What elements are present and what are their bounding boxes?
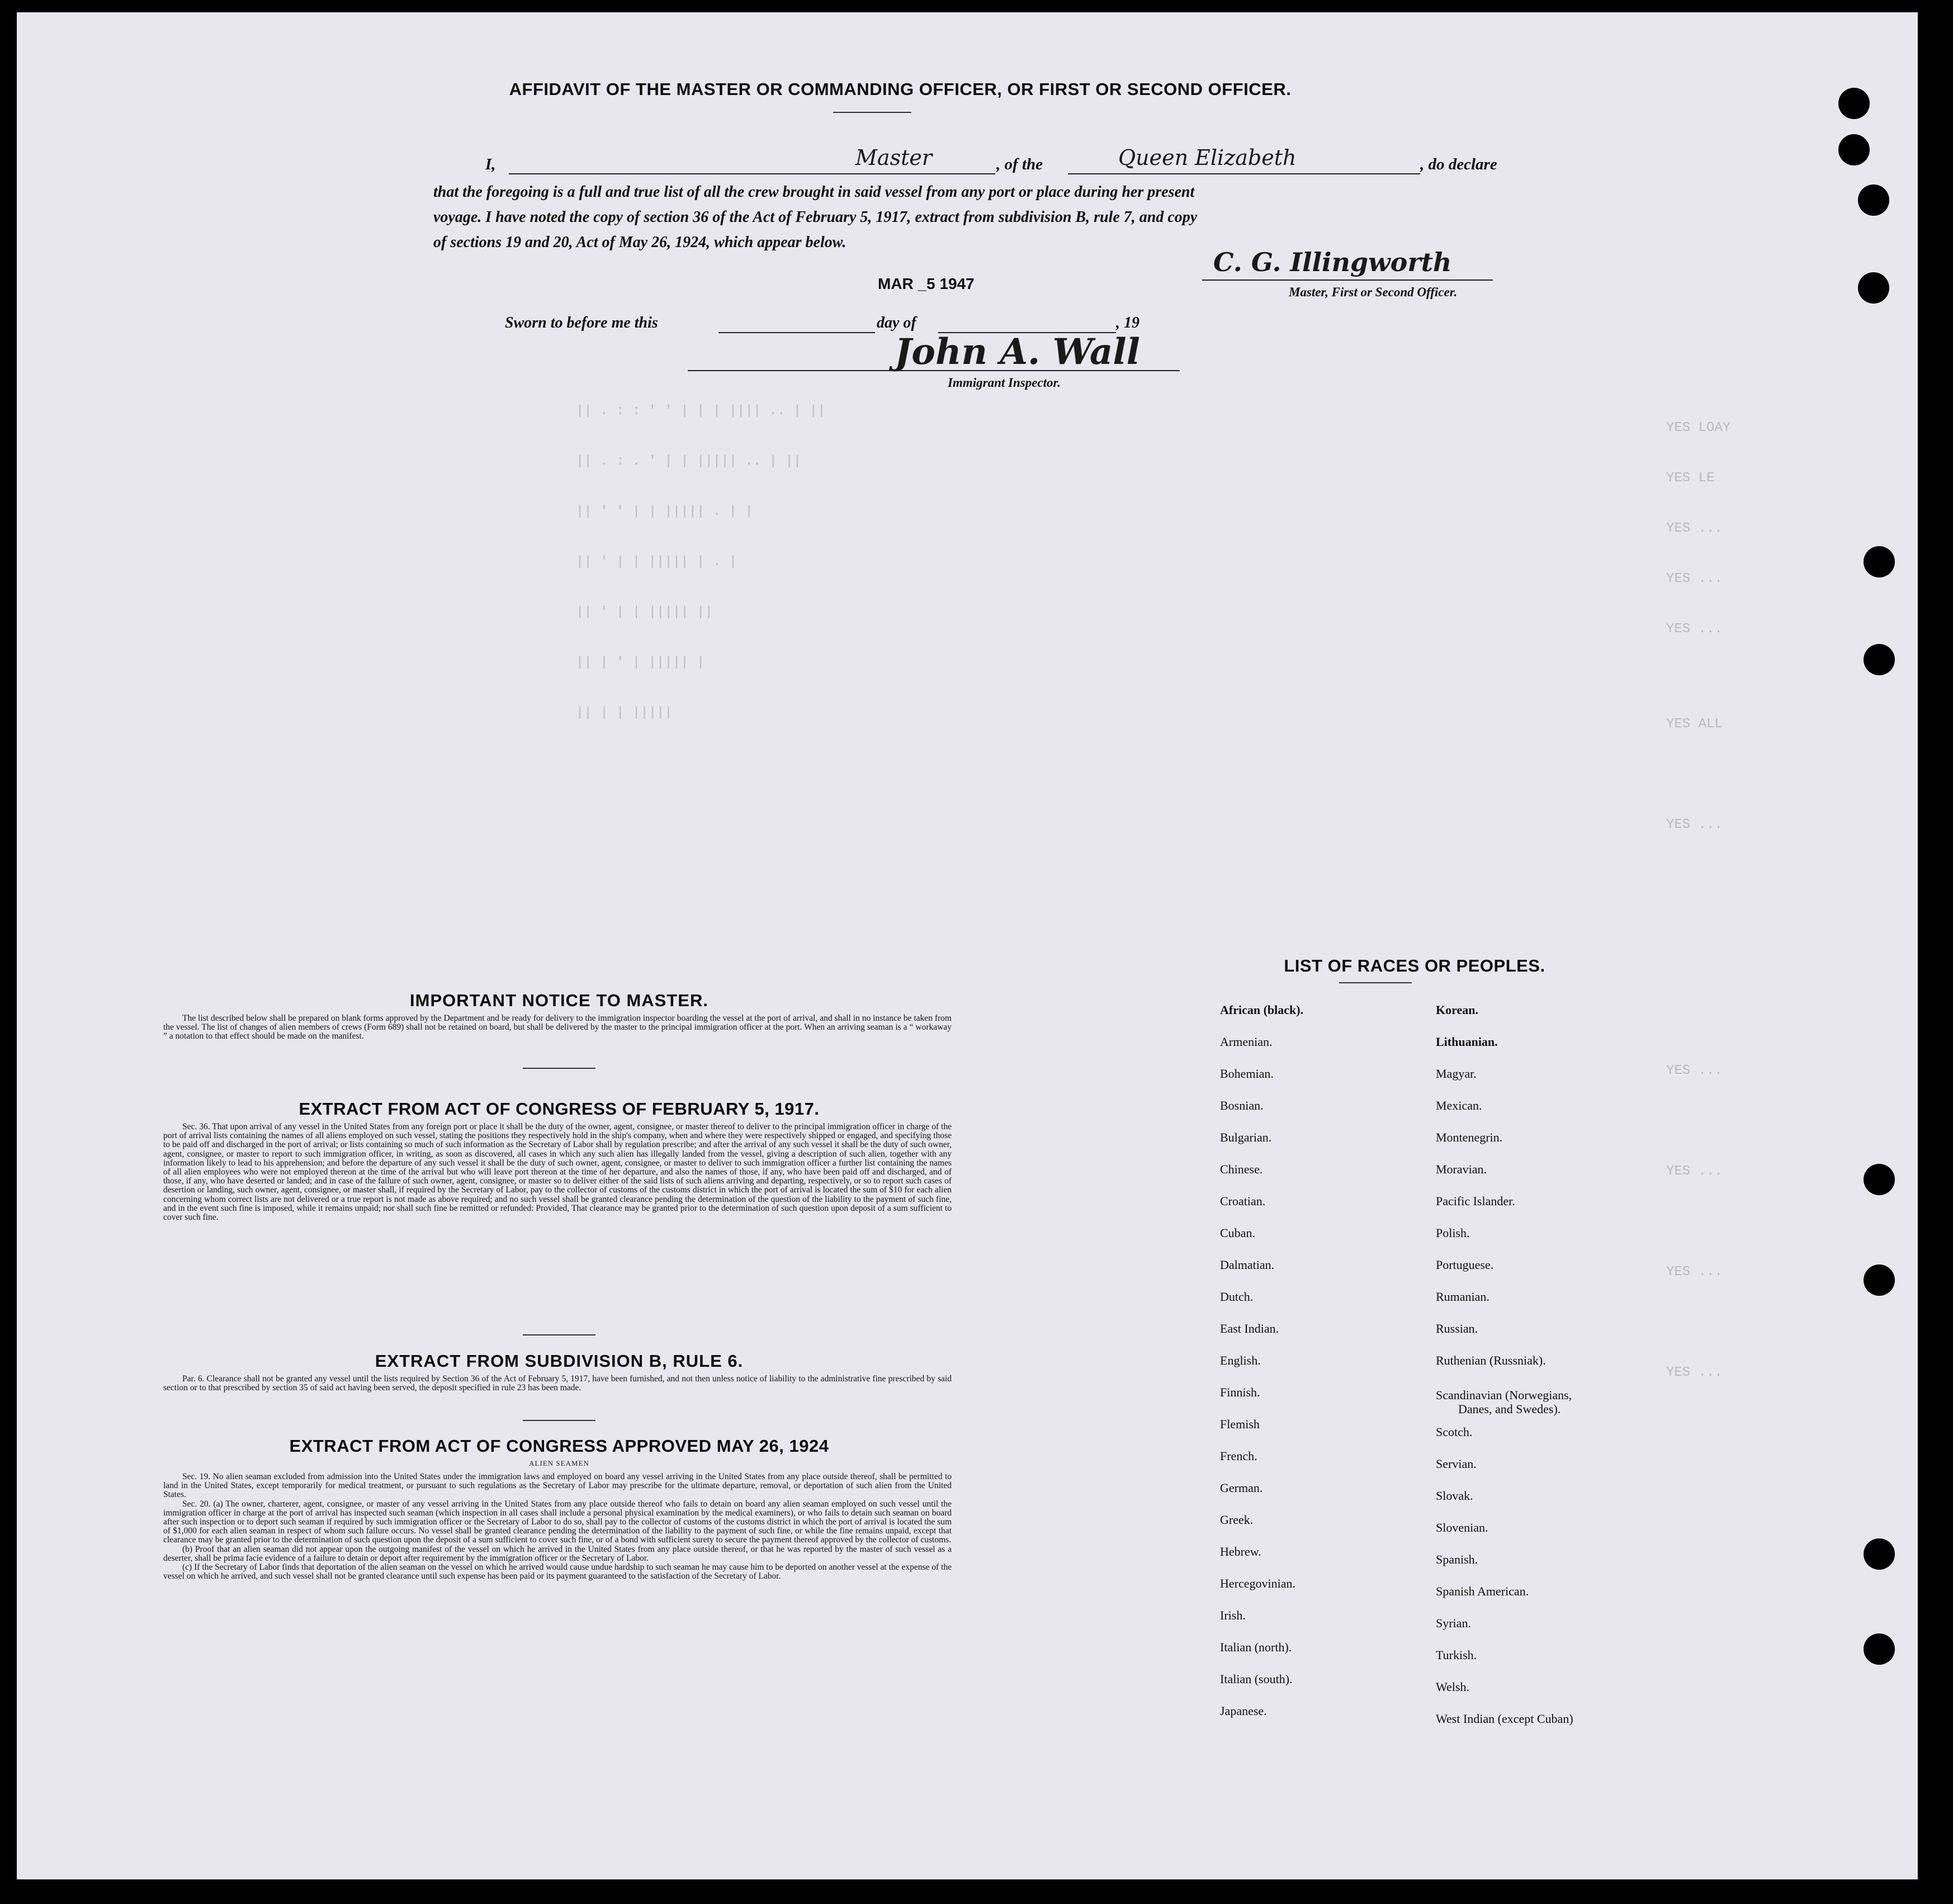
notice-title: IMPORTANT NOTICE TO MASTER. <box>410 991 708 1010</box>
declaration-line-2: voyage. I have noted the copy of section 36 of the Act of February 5, 1917, extract from subdivision B, rule 7, and copy <box>433 209 1198 226</box>
race-item: Hercegovinian. <box>1220 1576 1295 1590</box>
master-signature: C. G. Illingworth <box>1213 247 1452 277</box>
races-rule <box>1339 982 1412 983</box>
master-signature-line <box>1202 280 1493 281</box>
race-item: African (black). <box>1220 1003 1304 1017</box>
race-item: Bohemian. <box>1220 1067 1274 1081</box>
race-item: Servian. <box>1436 1457 1477 1471</box>
sworn-prefix: Sworn to before me this <box>505 314 658 331</box>
race-item: Italian (north). <box>1220 1640 1292 1654</box>
punch-hole <box>1838 134 1870 165</box>
section-19-paragraph: Sec. 19. No alien seaman excluded from admission into the United States under the immigration laws and employed on board any vessel arriving in the United States from any place outside thereof, shall be permitted to land in the United States, except temporarily for medical treatment, or pursuant to such regulations as the Secretary of Labor may prescribe for the ultimate departure, removal, or deportation of such alien from the United States. <box>163 1472 952 1500</box>
section-20b-paragraph: (b) Proof that an alien seaman did not appear upon the outgoing manifest of the vessel on which he arrived in the United States from any place outside thereof, or that he was reported by the master of such vessel as a deserter, shall be prima facie evidence of a failure to detain or deport after requirement by the immigration officer or the Secretary of Labor. <box>163 1544 952 1563</box>
race-item: East Indian. <box>1220 1322 1279 1335</box>
extract-rule6-title: EXTRACT FROM SUBDIVISION B, RULE 6. <box>375 1351 744 1371</box>
of-the-label: , of the <box>996 155 1043 173</box>
extract-1924-text <box>163 1472 952 1581</box>
race-item: English. <box>1220 1353 1261 1367</box>
declaration-line-3: of sections 19 and 20, Act of May 26, 1924, which appear below. <box>433 234 847 251</box>
vessel-handwritten: Queen Elizabeth <box>1118 145 1297 170</box>
race-item: Cuban. <box>1220 1226 1255 1240</box>
day-of-label: day of <box>877 314 916 331</box>
punch-hole <box>1858 184 1889 216</box>
section-20a-paragraph: Sec. 20. (a) The owner, charterer, agent, consignee, or master of any vessel arriving in the United States from any place outside thereof who fails to detain on board any alien seaman employed on such vessel until the immigration officer in charge at the port of arrival has inspected such seaman (which inspection in all cases shall include a personal physical examination by the medical examiners), or who fails to detain such seaman on board after such inspection or to deport such seaman if required by such immigration officer or the Secretary of Labor to do so, shall pay to the collector of customs of the customs district in which the port of arrival is located the sum of $1,000 for each alien seaman in respect of whom such failure occurs. No vessel shall be granted clearance pending the determination of the liability to the payment of such fine, or while the fine remains unpaid, except that clearance may be granted prior to the determination of such question upon the deposit of a sum sufficient to cover such fine, or of a bond with sufficient surety to secure the payment thereof approved by the collector of customs. <box>163 1499 952 1545</box>
race-item: Lithuanian. <box>1436 1035 1498 1049</box>
sworn-day-line <box>718 332 875 333</box>
punch-hole <box>1838 88 1870 119</box>
punch-hole <box>1864 1538 1895 1570</box>
race-item: Moravian. <box>1436 1162 1487 1176</box>
race-item: Welsh. <box>1436 1680 1469 1694</box>
punch-hole <box>1864 1164 1895 1195</box>
race-item: Pacific Islander. <box>1436 1194 1515 1208</box>
race-item: Portuguese. <box>1436 1258 1494 1272</box>
race-item: French. <box>1220 1449 1257 1463</box>
race-item: Spanish. <box>1436 1552 1478 1566</box>
race-item: Korean. <box>1436 1003 1478 1017</box>
race-item: Scandinavian (Norwegians, <box>1436 1388 1572 1402</box>
paragraph-6: Par. 6. Clearance shall not be granted any vessel until the lists required by Section 36 of the Act of February 5, 1917, have been furnished, and not then unless notice of liability to the administrative fine prescribed by said section or to that prescribed by section 35 of said act having been served, the deposit specified in rule 23 has been made. <box>163 1374 952 1393</box>
rank-line <box>509 173 995 174</box>
master-caption: Master, First or Second Officer. <box>1289 285 1458 299</box>
inspector-signature-line <box>688 370 1180 371</box>
race-item: Scotch. <box>1436 1425 1473 1439</box>
race-item: Bulgarian. <box>1220 1130 1272 1144</box>
extract-1917-text <box>163 1122 952 1222</box>
race-item: Mexican. <box>1436 1098 1482 1112</box>
race-item: Slovak. <box>1436 1489 1473 1503</box>
title-rule <box>833 112 911 113</box>
race-item: Spanish American. <box>1436 1584 1529 1598</box>
affidavit-pronoun: I, <box>485 155 496 173</box>
punch-hole <box>1864 1264 1895 1296</box>
notice-text <box>163 1014 952 1041</box>
declaration-line-1: that the foregoing is a full and true list of all the crew brought in said vessel from any port or place during her present <box>433 183 1195 201</box>
race-item: Japanese. <box>1220 1704 1267 1718</box>
race-item: Flemish <box>1220 1417 1260 1431</box>
extract-1917-title: EXTRACT FROM ACT OF CONGRESS OF FEBRUARY 5, 1917. <box>299 1099 820 1119</box>
notice-paragraph: The list described below shall be prepared on blank forms approved by the Department and be ready for delivery to the immigration inspector boarding the vessel at the port of arrival, and shall in no instance be taken from the vessel. The list of changes of alien members of crews (Form 689) shall not be retained on board, but shall be delivered by the master to the principal immigration officer at the port. When an arriving seaman is a “ workaway ” a notation to that effect should be made on the manifest. <box>163 1013 952 1041</box>
race-item: Slovenian. <box>1436 1521 1488 1534</box>
race-item: Finnish. <box>1220 1385 1260 1399</box>
extract-1924-title: EXTRACT FROM ACT OF CONGRESS APPROVED MAY 26, 1924 <box>289 1436 829 1456</box>
punch-hole <box>1864 546 1895 577</box>
section-36-paragraph: Sec. 36. That upon arrival of any vessel in the United States from any foreign port or place it shall be the duty of the owner, agent, consignee, or master thereof to deliver to the principal immigration officer in charge of the port of arrival lists containing the names of all aliens employed on such vessel, stating the positions they respectively hold in the ship's company, when and where they were respectively shipped or engaged, and specifying those to be paid off and discharged in the port of arrival; or lists containing so much of such information as the Secretary of Labor shall by regulation prescribe; and after the arrival of any such vessel it shall be the duty of such owner, agent, consignee, or master to report to such immigration officer, in writing, as soon as discovered, all cases in which any such alien has illegally landed from the vessel, giving a description of such alien, together with any information likely to lead to his apprehension; and before the departure of any such vessel it shall be the duty of such owner, agent, consignee, or master to deliver to such immigration officer a further list containing the names of all alien employees who were not employed thereon at the time of the arrival but who will leave port thereon at the time of her departure, and also the names of those, if any, who have been paid off and discharged, and of those, if any, who have deserted or landed; and in case of the failure of such owner, agent, consignee, or master so to deliver either of the said lists of such aliens arriving and departing, respectively, or so to report such cases of desertion or landing, such owner, agent, consignee, or master shall, if required by the Secretary of Labor, pay to the collector of customs of the customs district in which the port of arrival is located the sum of $10 for each alien concerning whom correct lists are not delivered or a true report is not made as above required; and no such vessel shall be granted clearance pending the determination of the question of the liability to the payment of such fine, and in the event such fine is imposed, while it remains unpaid; nor shall such fine be remitted or refunded: Provided, That clearance may be granted prior to the determination of such question upon deposit of a sum sufficient to cover such fine. <box>163 1122 952 1223</box>
affidavit-title: AFFIDAVIT OF THE MASTER OR COMMANDING OFFICER, OR FIRST OR SECOND OFFICER. <box>509 79 1292 99</box>
date-stamp: MAR _5 1947 <box>878 275 975 292</box>
race-item: Armenian. <box>1220 1035 1273 1049</box>
section-20c-paragraph: (c) If the Secretary of Labor finds that deportation of the alien seaman on the vessel on which he arrived would cause undue hardship to such seaman he may cause him to be deported on another vessel at the expense of the vessel on which he arrived, and such vessel shall not be granted clearance until such expense has been paid or its payment guaranteed to the satisfaction of the Secretary of Labor. <box>163 1562 952 1581</box>
punch-hole <box>1864 1633 1895 1665</box>
race-item: Italian (south). <box>1220 1672 1293 1686</box>
race-item: Greek. <box>1220 1513 1254 1527</box>
extract-1917-rule <box>523 1334 595 1335</box>
race-item: Hebrew. <box>1220 1545 1261 1559</box>
do-declare-label: , do declare <box>1420 155 1497 173</box>
extract-rule6-text <box>163 1375 952 1393</box>
punch-hole <box>1864 644 1895 675</box>
notice-rule <box>523 1068 595 1069</box>
extract-rule6-rule <box>523 1420 595 1421</box>
race-item: Croatian. <box>1220 1194 1266 1208</box>
rank-handwritten: Master <box>855 145 932 170</box>
race-item: Irish. <box>1220 1608 1246 1622</box>
year-prefix: , 19 <box>1116 314 1139 331</box>
race-item: Rumanian. <box>1436 1290 1489 1304</box>
race-item: Danes, and Swedes). <box>1458 1402 1561 1416</box>
race-item: Ruthenian (Russniak). <box>1436 1353 1546 1367</box>
punch-hole <box>1858 272 1889 304</box>
race-item: German. <box>1220 1481 1263 1495</box>
race-item: Dalmatian. <box>1220 1258 1275 1272</box>
race-item: Magyar. <box>1436 1067 1477 1081</box>
vessel-line <box>1068 173 1420 174</box>
race-item: Syrian. <box>1436 1616 1471 1630</box>
races-title: LIST OF RACES OR PEOPLES. <box>1284 956 1545 975</box>
race-item: Turkish. <box>1436 1648 1477 1662</box>
inspector-caption: Immigrant Inspector. <box>948 376 1061 390</box>
race-item: Montenegrin. <box>1436 1130 1503 1144</box>
alien-seamen-subtitle: ALIEN SEAMEN <box>529 1459 589 1467</box>
document-page: || . : : ' ' | | | |||| .. | || || . : . ' | | ||||| .. | || || ' ' | | ||||| . | | || ' | | ||||| | . | || ' | | ||||| || || | ' | ||||| | || | | ||||| YES LOAY YES LE YES ... YES ... YES ... YES ALL YES ... YES ... YES ... YES ... YES ... AFFIDAVIT OF THE MASTER OR COMMANDING OFFICER, OR FIRST OR SECOND OFFICER. I, Master , of the Queen Elizabeth , do declare that the foregoing is a full and true list of all the crew brought in said vessel from any port or place during her present voyage. I have noted the copy of section 36 of the Act of February 5, 1917, extract from subdivision B, rule 7, and copy of sections 19 and 20, Act of May 26, 1924, which appear below. MAR _5 1947 C. G. Illingworth Master, First or Second Officer. Sworn to before me this day of , 19 John A. Wall Immigrant Inspector. IMPORTANT NOTICE TO MASTER. The list described below shall be prepared on blank forms approved by the Department and be ready for delivery to the immigration inspector boarding the vessel at the port of arrival, and shall in no instance be taken from the vessel. The list of changes of alien members of crews (Form 689) shall not be retained on board, but shall be delivered by the master to the principal immigration officer at the port. When an arriving seaman is a “ workaway ” a notation to that effect should be made on the manifest. EXTRACT FROM ACT OF CONGRESS OF FEBRUARY 5, 1917. Sec. 36. That upon arrival of any vessel in the United States from any foreign port or place it shall be the duty of the owner, agent, consignee, or master thereof to deliver to the principal immigration officer in charge of the port of arrival lists containing the names of all aliens employed on such vessel, stating the positions they respectively hold in the ship's company, when and where they were respectively shipped or engaged, and specifying those to be paid off and discharged in the port of arrival; or lists containing so much of such information as the Secretary of Labor shall by regulation prescribe; and after the arrival of any such vessel it shall be the duty of such owner, agent, consignee, or master to report to such immigration officer, in writing, as soon as discovered, all cases in which any such alien has illegally landed from the vessel, giving a description of such alien, together with any information likely to lead to his apprehension; and before the departure of any such vessel it shall be the duty of such owner, agent, consignee, or master to deliver to such immigration officer a further list containing the names of all alien employees who were not employed thereon at the time of the arrival but who will leave port thereon at the time of her departure, and also the names of those, if any, who have been paid off and discharged, and of those, if any, who have deserted or landed; and in case of the failure of such owner, agent, consignee, or master so to deliver either of the said lists of such aliens arriving and departing, respectively, or so to report such cases of desertion or landing, such owner, agent, consignee, or master shall, if required by the Secretary of Labor, pay to the collector of customs of the customs district in which the port of arrival is located the sum of $10 for each alien concerning whom correct lists are not delivered or a true report is not made as above required; and no such vessel shall be granted clearance pending the determination of the question of the liability to the payment of such fine, and in the event such fine is imposed, while it remains unpaid; nor shall such fine be remitted or refunded: Provided, That clearance may be granted prior to the determination of such question upon deposit of a sum sufficient to cover such fine. EXTRACT FROM SUBDIVISION B, RULE 6. Par. 6. Clearance shall not be granted any vessel until the lists required by Section 36 of the Act of February 5, 1917, have been furnished, and not then unless notice of liability to the administrative fine prescribed by said section or to that prescribed by section 35 of said act having been served, the deposit specified in rule 23 has been made. EXTRACT FROM ACT OF CONGRESS APPROVED MAY 26, 1924 ALIEN SEAMEN Sec. 19. No alien seaman excluded from admission into the United States under the immigration laws and employed on board any vessel arriving in the United States from any place outside thereof, shall be permitted to land in the United States, except temporarily for medical treatment, or pursuant to such regulations as the Secretary of Labor may prescribe for the ultimate departure, removal, or deportation of such alien from the United States. Sec. 20. (a) The owner, charterer, agent, consignee, or master of any vessel arriving in the United States from any place outside thereof who fails to detain on board any alien seaman employed on such vessel until the immigration officer in charge at the port of arrival has inspected such seaman (which inspection in all cases shall include a personal physical examination by the medical examiners), or who fails to detain such seaman on board after such inspection or to deport such seaman if required by such immigration officer or the Secretary of Labor to do so, shall pay to the collector of customs of the customs district in which the port of arrival is located the sum of $1,000 for each alien seaman in respect of whom such failure occurs. No vessel shall be granted clearance pending the determination of the liability to the payment of such fine, or while the fine remains unpaid, except that clearance may be granted prior to the determination of such question upon the deposit of a sum sufficient to cover such fine, or of a bond with sufficient surety to secure the payment thereof approved by the collector of customs. (b) Proof that an alien seaman did not appear upon the outgoing manifest of the vessel on which he arrived in the United States from any place outside thereof, or that he was reported by the master of such vessel as a deserter, shall be prima facie evidence of a failure to detain or deport after requirement by the immigration officer or the Secretary of Labor. (c) If the Secretary of Labor finds that deportation of the alien seaman on the vessel on which he arrived would cause undue hardship to such seaman he may cause him to be deported on another vessel at the expense of the vessel on which he arrived, and such vessel shall not be granted clearance until such expense has been paid or its payment guaranteed to the satisfaction of the Secretary of Labor. LIST OF RACES OR PEOPLES. African (black). Armenian. Bohemian. Bosnian. Bulgarian. Chinese. Croatian. Cuban. Dalmatian. Dutch. East Indian. English. Finnish. Flemish French. German. Greek. Hebrew. Hercegovinian. Irish. Italian (north). Italian (south). Japanese. Korean. Lithuanian. Magyar. Mexican. Montenegrin. Moravian. Pacific Islander. Polish. Portuguese. Rumanian. Russian. Ruthenian (Russniak). Scandinavian (Norwegians, Danes, and Swedes). Scotch. Servian. Slovak. Slovenian. Spanish. Spanish American. Syrian. Turkish. Welsh. West Indian (except Cuban) <box>17 12 1918 1879</box>
race-item: Polish. <box>1436 1226 1470 1240</box>
inspector-signature: John A. Wall <box>895 331 1140 373</box>
race-item: Chinese. <box>1220 1162 1263 1176</box>
race-item: West Indian (except Cuban) <box>1436 1712 1573 1726</box>
race-item: Russian. <box>1436 1322 1478 1335</box>
race-item: Bosnian. <box>1220 1098 1264 1112</box>
race-item: Dutch. <box>1220 1290 1254 1304</box>
